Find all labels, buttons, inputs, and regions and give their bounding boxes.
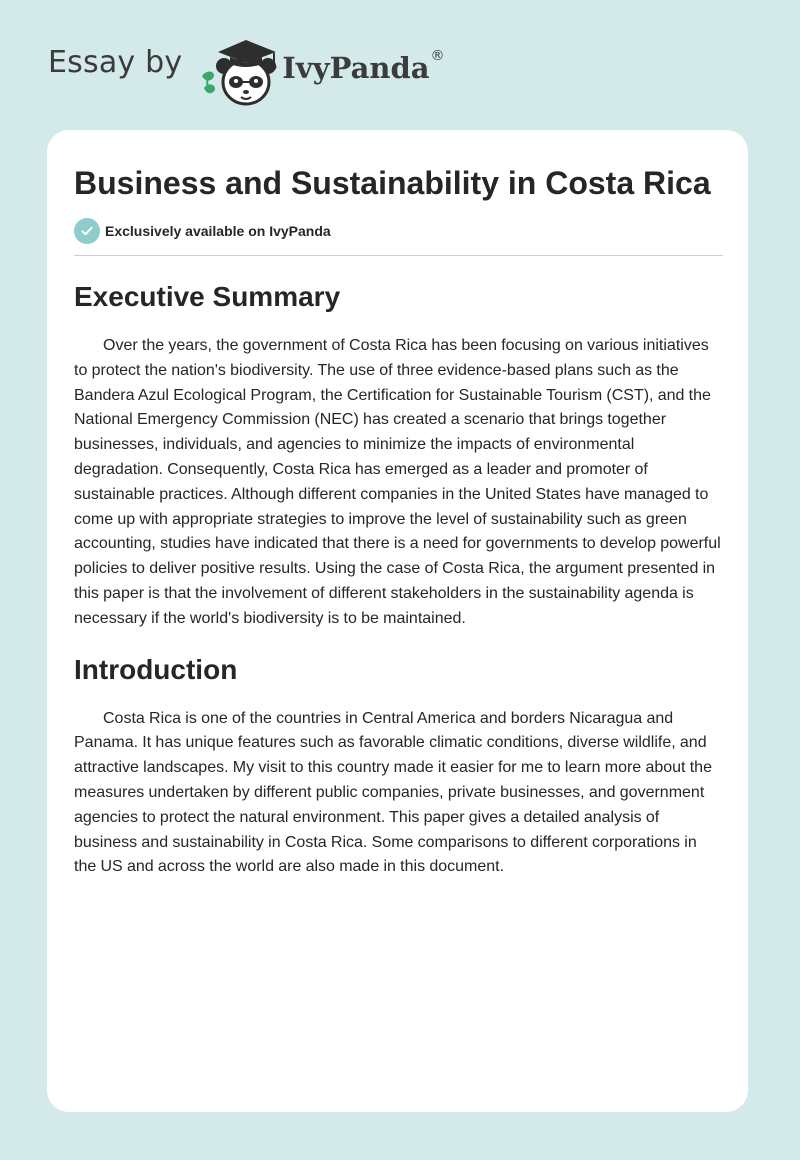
exclusive-badge <box>74 218 723 244</box>
brand-name[interactable]: IvyPanda <box>282 51 430 85</box>
section-introduction <box>74 653 723 881</box>
section-heading: Introduction <box>74 653 238 685</box>
panda-graduate-icon[interactable] <box>196 30 286 110</box>
brand-header <box>48 30 445 110</box>
section-executive-summary <box>74 280 723 632</box>
brand-prefix: Essay by <box>48 44 183 80</box>
title-divider <box>74 255 723 256</box>
section-heading: Executive Summary <box>74 281 341 312</box>
essay-card <box>47 130 748 1112</box>
exclusive-badge-text: Exclusively available on IvyPanda <box>105 223 331 239</box>
registered-mark: ® <box>430 48 445 64</box>
check-circle-icon <box>74 218 100 244</box>
section-paragraph: Over the years, the government of Costa Rica has been focusing on various initiatives to protect the nation's biodiversity. The use of three evidence-based plans such as the Bandera Azul Ecological Program, the Certification for Sustainable Tourism (CST), and the National Emergency Commission (NEC) has created a scenario that brings together businesses, individuals, and agencies to minimize the impacts of environmental degradation. Consequently, Costa Rica has emerged as a leader and promoter of sustainable practices. Although different companies in the United States have managed to come up with appropriate strategies to improve the level of sustainability such as green accounting, studies have indicated that there is a need for governments to develop powerful policies to deliver positive results. Using the case of Costa Rica, the argument presented in this paper is that the involvement of different stakeholders in the sustainability agenda is necessary if the world's biodiversity is to be maintained. <box>74 337 721 627</box>
essay-content <box>74 162 723 880</box>
essay-title: Business and Sustainability in Costa Rica <box>74 165 711 201</box>
section-paragraph: Costa Rica is one of the countries in Central America and borders Nicaragua and Panama. It has unique features such as favorable climatic conditions, diverse wildlife, and attractive landscapes. My visit to this country made it easier for me to learn more about the measures undertaken by different public companies, private businesses, and government agencies to protect the natural environment. This paper gives a detailed analysis of business and sustainability in Costa Rica. Some comparisons to different corporations in the US and across the world are also made in this document. <box>74 709 712 876</box>
